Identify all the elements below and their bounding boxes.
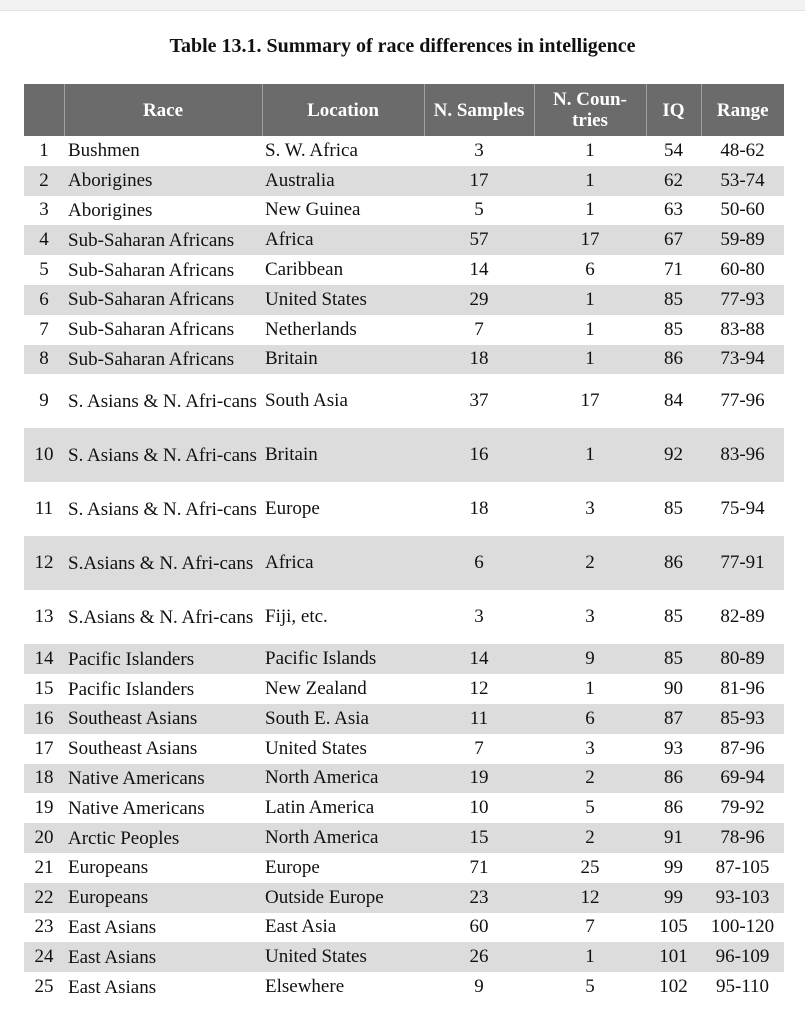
iq-cell: 93 xyxy=(664,737,683,759)
range-cell: 73-94 xyxy=(701,345,784,375)
range-cell: 93-103 xyxy=(701,883,784,913)
countries-cell: 1 xyxy=(534,345,646,375)
race-cell: S. Asians & N. Afri-cans xyxy=(68,498,257,520)
row-index: 20 xyxy=(24,823,64,853)
location-cell: North America xyxy=(262,823,424,853)
iq-cell: 86 xyxy=(664,797,683,819)
row-index: 8 xyxy=(24,345,64,375)
location-cell: Caribbean xyxy=(265,259,344,281)
countries-cell: 5 xyxy=(585,797,595,819)
countries-cell: 1 xyxy=(534,285,646,315)
location-cell: New Guinea xyxy=(265,199,361,221)
samples-cell: 3 xyxy=(474,606,484,628)
location-cell: Africa xyxy=(262,536,424,590)
table-row xyxy=(24,793,784,823)
table-row xyxy=(24,590,784,644)
samples-cell: 5 xyxy=(474,199,484,221)
iq-cell: 62 xyxy=(646,166,701,196)
range-cell: 79-92 xyxy=(720,797,765,819)
location-cell: Latin America xyxy=(265,797,375,819)
iq-cell: 102 xyxy=(659,976,688,998)
header-countries: N. Coun- tries xyxy=(534,84,646,136)
location-cell: Netherlands xyxy=(265,318,357,340)
samples-cell: 29 xyxy=(424,285,534,315)
countries-cell: 7 xyxy=(585,916,595,938)
iq-cell: 85 xyxy=(664,498,683,520)
range-cell: 48-62 xyxy=(720,139,765,161)
row-index: 2 xyxy=(24,166,64,196)
iq-cell: 90 xyxy=(664,678,683,700)
race-cell: East Asians xyxy=(68,916,157,938)
table-row xyxy=(24,734,784,764)
countries-cell: 2 xyxy=(534,823,646,853)
iq-cell: 92 xyxy=(646,428,701,482)
table-row xyxy=(24,853,784,883)
iq-cell: 71 xyxy=(664,259,683,281)
table-row xyxy=(24,764,784,794)
countries-cell: 6 xyxy=(585,259,595,281)
header-samples: N. Samples xyxy=(424,84,534,136)
samples-cell: 7 xyxy=(474,318,484,340)
range-cell: 77-93 xyxy=(701,285,784,315)
samples-cell: 37 xyxy=(469,390,489,412)
countries-cell: 2 xyxy=(534,764,646,794)
samples-cell: 60 xyxy=(469,916,489,938)
race-cell: Arctic Peoples xyxy=(64,823,262,853)
samples-cell: 14 xyxy=(469,259,489,281)
range-cell: 82-89 xyxy=(720,606,765,628)
header-iq: IQ xyxy=(646,84,701,136)
table-row xyxy=(24,536,784,590)
table-body xyxy=(24,136,784,1002)
race-cell: S. Asians & N. Afri-cans xyxy=(68,390,257,412)
race-cell: Southeast Asians xyxy=(64,704,262,734)
row-index: 11 xyxy=(34,498,54,520)
row-index: 12 xyxy=(24,536,64,590)
iq-cell: 85 xyxy=(646,644,701,674)
samples-cell: 9 xyxy=(474,976,484,998)
location-cell: Britain xyxy=(262,345,424,375)
race-cell: East Asians xyxy=(64,942,262,972)
header-location: Location xyxy=(262,84,424,136)
race-cell: Sub-Saharan Africans xyxy=(64,345,262,375)
samples-cell: 7 xyxy=(474,737,484,759)
iq-cell: 86 xyxy=(646,536,701,590)
table-row xyxy=(24,823,784,853)
race-cell: Pacific Islanders xyxy=(68,678,195,700)
row-index: 13 xyxy=(34,606,54,628)
table-row xyxy=(24,285,784,315)
location-cell: East Asia xyxy=(265,916,337,938)
race-cell: Native Americans xyxy=(64,764,262,794)
countries-cell: 3 xyxy=(585,737,595,759)
countries-cell: 1 xyxy=(534,428,646,482)
race-cell: Aborigines xyxy=(68,199,153,221)
countries-cell: 17 xyxy=(580,390,600,412)
race-cell: S.Asians & N. Afri-cans xyxy=(64,536,262,590)
location-cell: Europe xyxy=(265,856,320,878)
range-cell: 85-93 xyxy=(701,704,784,734)
race-cell: Europeans xyxy=(64,883,262,913)
location-cell: United States xyxy=(262,942,424,972)
table-row xyxy=(24,136,784,166)
range-cell: 59-89 xyxy=(701,225,784,255)
table-title: Table 13.1. Summary of race differences in intelligence xyxy=(169,35,636,57)
samples-cell: 57 xyxy=(424,225,534,255)
table-row xyxy=(24,255,784,285)
table-row xyxy=(24,482,784,536)
table-row xyxy=(24,674,784,704)
range-cell: 78-96 xyxy=(701,823,784,853)
countries-cell: 9 xyxy=(534,644,646,674)
row-index: 15 xyxy=(34,678,54,700)
race-cell: Pacific Islanders xyxy=(64,644,262,674)
range-cell: 95-110 xyxy=(715,976,770,998)
samples-cell: 15 xyxy=(424,823,534,853)
table-row xyxy=(24,225,784,255)
row-index: 17 xyxy=(34,737,54,759)
iq-cell: 85 xyxy=(646,285,701,315)
samples-cell: 16 xyxy=(424,428,534,482)
samples-cell: 19 xyxy=(424,764,534,794)
range-cell: 96-109 xyxy=(701,942,784,972)
samples-cell: 6 xyxy=(424,536,534,590)
race-cell: Sub-Saharan Africans xyxy=(64,225,262,255)
race-cell: East Asians xyxy=(68,976,157,998)
race-iq-table xyxy=(24,84,784,1002)
location-cell: Britain xyxy=(262,428,424,482)
race-cell: Europeans xyxy=(68,857,149,879)
location-cell: United States xyxy=(265,737,367,759)
samples-cell: 18 xyxy=(424,345,534,375)
location-cell: South E. Asia xyxy=(262,704,424,734)
samples-cell: 11 xyxy=(424,704,534,734)
row-index: 5 xyxy=(39,259,49,281)
page-top-border xyxy=(0,0,805,11)
countries-cell: 1 xyxy=(585,139,595,161)
countries-cell: 1 xyxy=(534,942,646,972)
row-index: 14 xyxy=(24,644,64,674)
location-cell: Australia xyxy=(262,166,424,196)
range-cell: 83-96 xyxy=(701,428,784,482)
range-cell: 87-105 xyxy=(715,856,770,878)
iq-cell: 85 xyxy=(664,606,683,628)
table-row xyxy=(24,913,784,943)
samples-cell: 26 xyxy=(424,942,534,972)
countries-cell: 1 xyxy=(585,199,595,221)
location-cell: North America xyxy=(262,764,424,794)
row-index: 9 xyxy=(39,390,49,412)
location-cell: Pacific Islands xyxy=(262,644,424,674)
row-index: 24 xyxy=(24,942,64,972)
range-cell: 87-96 xyxy=(720,737,765,759)
race-cell: Aborigines xyxy=(64,166,262,196)
range-cell: 60-80 xyxy=(720,259,765,281)
header-index xyxy=(24,84,64,136)
row-index: 21 xyxy=(34,856,54,878)
row-index: 1 xyxy=(39,139,49,161)
table-row xyxy=(24,883,784,913)
location-cell: New Zealand xyxy=(265,678,367,700)
iq-cell: 91 xyxy=(646,823,701,853)
iq-cell: 101 xyxy=(646,942,701,972)
row-index: 25 xyxy=(34,976,54,998)
location-cell: United States xyxy=(262,285,424,315)
table-row xyxy=(24,942,784,972)
table-row xyxy=(24,972,784,1002)
race-cell: S. Asians & N. Afri-cans xyxy=(64,428,262,482)
range-cell: 77-91 xyxy=(701,536,784,590)
table-row xyxy=(24,704,784,734)
location-cell: Elsewhere xyxy=(265,976,345,998)
table-header-row xyxy=(24,84,784,136)
header-race: Race xyxy=(64,84,262,136)
samples-cell: 23 xyxy=(424,883,534,913)
countries-cell: 1 xyxy=(534,166,646,196)
iq-cell: 84 xyxy=(664,390,683,412)
countries-cell: 1 xyxy=(585,678,595,700)
row-index: 3 xyxy=(39,199,49,221)
race-cell: Sub-Saharan Africans xyxy=(68,319,235,341)
location-cell: South Asia xyxy=(265,390,348,412)
race-cell: Native Americans xyxy=(68,797,205,819)
range-cell: 80-89 xyxy=(701,644,784,674)
race-cell: Sub-Saharan Africans xyxy=(68,259,235,281)
table-row xyxy=(24,374,784,428)
iq-cell: 54 xyxy=(664,139,683,161)
samples-cell: 10 xyxy=(469,797,489,819)
countries-cell: 2 xyxy=(534,536,646,590)
table-row xyxy=(24,345,784,375)
race-cell: Bushmen xyxy=(68,140,140,162)
countries-cell: 5 xyxy=(585,976,595,998)
iq-cell: 85 xyxy=(664,318,683,340)
range-cell: 81-96 xyxy=(720,678,765,700)
iq-cell: 67 xyxy=(646,225,701,255)
countries-cell: 3 xyxy=(585,606,595,628)
iq-cell: 87 xyxy=(646,704,701,734)
row-index: 10 xyxy=(24,428,64,482)
location-cell: Fiji, etc. xyxy=(265,606,328,628)
iq-cell: 105 xyxy=(659,916,688,938)
iq-cell: 99 xyxy=(664,856,683,878)
iq-cell: 99 xyxy=(646,883,701,913)
countries-cell: 17 xyxy=(534,225,646,255)
samples-cell: 14 xyxy=(424,644,534,674)
race-cell: Sub-Saharan Africans xyxy=(64,285,262,315)
samples-cell: 17 xyxy=(424,166,534,196)
row-index: 23 xyxy=(34,916,54,938)
samples-cell: 3 xyxy=(474,139,484,161)
table-row xyxy=(24,196,784,226)
table-row xyxy=(24,315,784,345)
row-index: 18 xyxy=(24,764,64,794)
range-cell: 53-74 xyxy=(701,166,784,196)
countries-cell: 12 xyxy=(534,883,646,913)
range-cell: 75-94 xyxy=(720,498,765,520)
table-row xyxy=(24,644,784,674)
race-cell: S.Asians & N. Afri-cans xyxy=(68,606,254,628)
row-index: 19 xyxy=(34,797,54,819)
range-cell: 77-96 xyxy=(720,390,765,412)
location-cell: Africa xyxy=(262,225,424,255)
iq-cell: 86 xyxy=(646,764,701,794)
location-cell: Outside Europe xyxy=(262,883,424,913)
samples-cell: 71 xyxy=(469,856,489,878)
countries-cell: 6 xyxy=(534,704,646,734)
range-cell: 69-94 xyxy=(701,764,784,794)
table-row xyxy=(24,428,784,482)
race-cell: Southeast Asians xyxy=(68,738,198,760)
countries-cell: 1 xyxy=(585,318,595,340)
countries-cell: 25 xyxy=(580,856,600,878)
header-range: Range xyxy=(701,84,784,136)
row-index: 4 xyxy=(24,225,64,255)
range-cell: 100-120 xyxy=(710,916,775,938)
row-index: 7 xyxy=(39,318,49,340)
iq-cell: 86 xyxy=(646,345,701,375)
row-index: 22 xyxy=(24,883,64,913)
samples-cell: 18 xyxy=(469,498,489,520)
samples-cell: 12 xyxy=(469,678,489,700)
countries-cell: 3 xyxy=(585,498,595,520)
table-row xyxy=(24,166,784,196)
location-cell: S. W. Africa xyxy=(265,139,358,161)
range-cell: 50-60 xyxy=(720,199,765,221)
iq-cell: 63 xyxy=(664,199,683,221)
row-index: 6 xyxy=(24,285,64,315)
range-cell: 83-88 xyxy=(720,318,765,340)
location-cell: Europe xyxy=(265,498,320,520)
row-index: 16 xyxy=(24,704,64,734)
